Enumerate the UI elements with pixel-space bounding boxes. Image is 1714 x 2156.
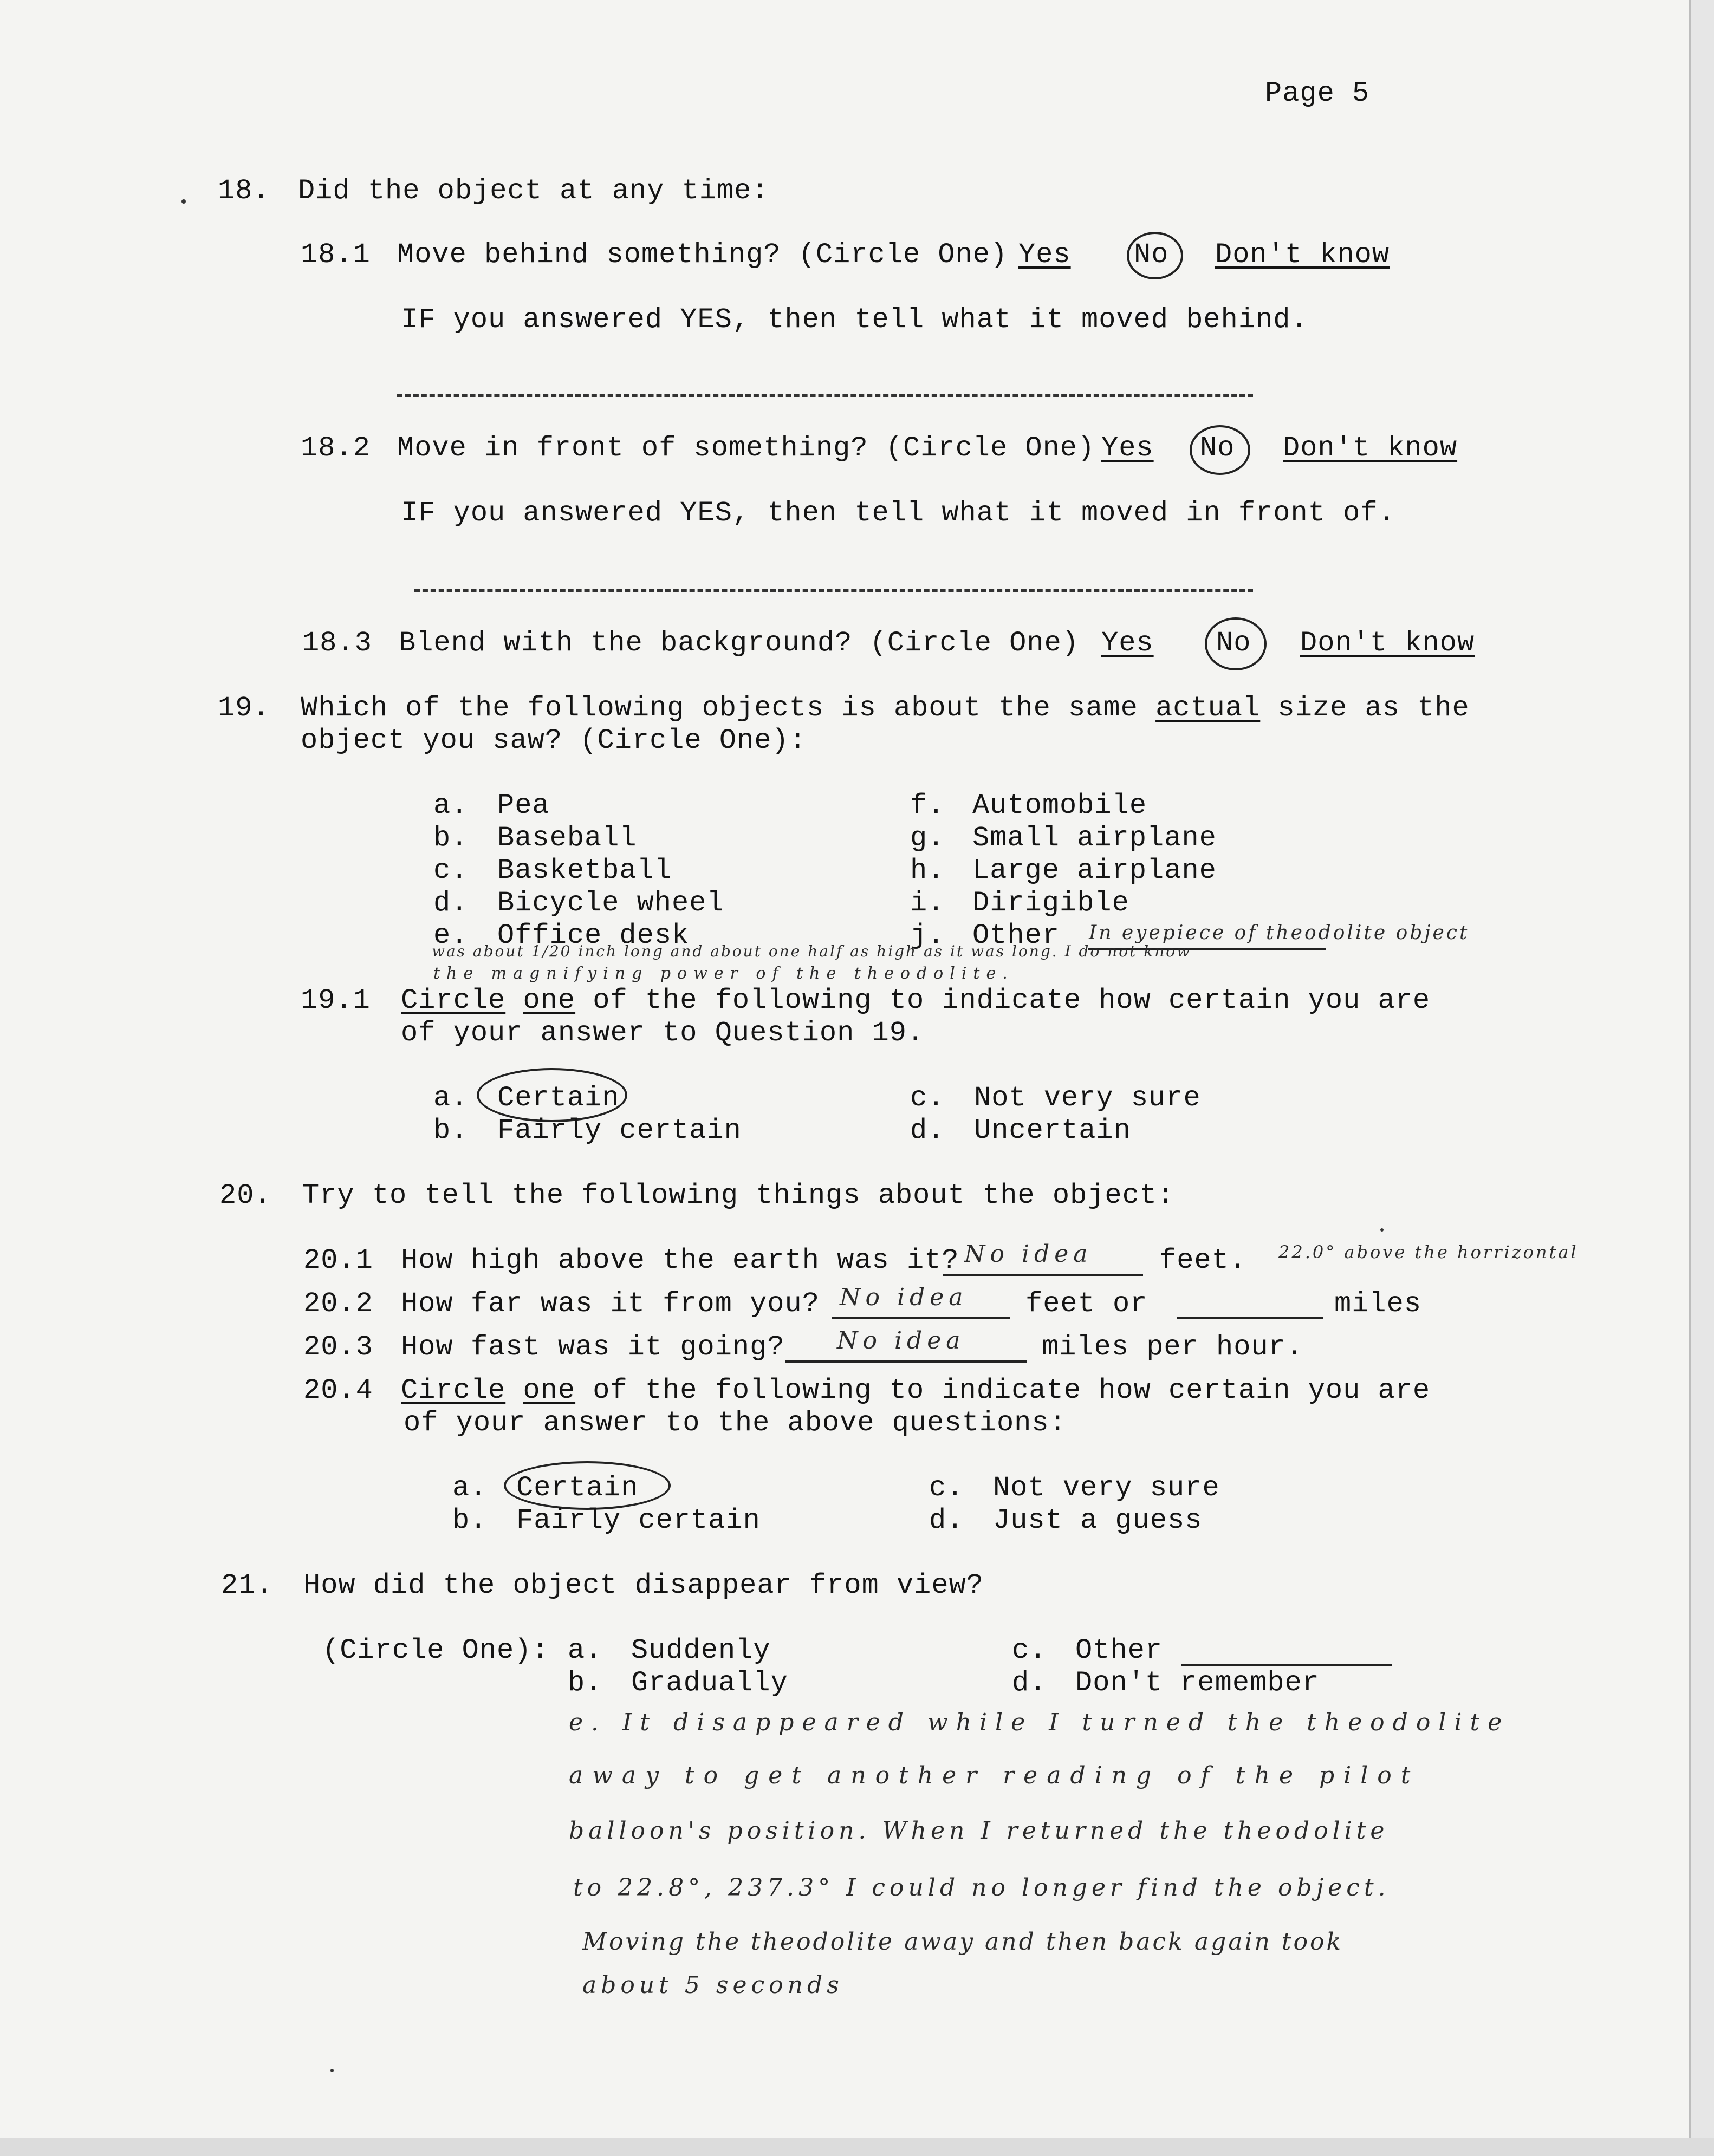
q21-handwritten-line6: about 5 seconds [582,1971,843,1999]
q21-option-c[interactable]: Other [1075,1634,1163,1666]
q18-2-text: Move in front of something? (Circle One) [397,432,1095,464]
q18-1-followup: IF you answered YES, then tell what it moved behind. [401,304,1308,336]
q20-4-text-line1 [401,1374,1430,1408]
q19-option-c[interactable]: Basketball [497,855,672,887]
q19-text-pre: Which of the following objects is about the same [301,692,1156,724]
q20-1-text: How high above the earth was it? [401,1245,959,1276]
q19-handwritten-line2: was about 1/20 inch long and about one half as high as it was long. I do not know [432,942,1192,960]
q20-3-number: 20.3 [303,1331,373,1363]
q19-1-number: 19.1 [301,985,371,1017]
q20-4-option-c-letter: c. [929,1472,964,1504]
q21-handwritten-line4: to 22.8°, 237.3° I could no longer find the object. [573,1874,1390,1901]
q18-1-text: Move behind something? (Circle One) [397,239,1008,271]
q21-text: How did the object disappear from view? [303,1569,984,1601]
q18-1-dont-know-option[interactable]: Don't know [1215,239,1390,271]
q18-3-no-answer-circle [1205,617,1267,670]
q21-circle-one: (Circle One): [322,1634,549,1666]
q20-4-option-b-letter: b. [452,1504,488,1536]
q19-option-g-letter: g. [910,822,945,854]
q21-number: 21. [221,1569,274,1601]
q20-4-certain-answer-circle [504,1461,671,1510]
q20-4-option-d-letter: d. [929,1504,964,1536]
q20-1-answer-line [943,1274,1143,1276]
q18-2-number: 18.2 [301,432,371,464]
q20-1-number: 20.1 [303,1245,373,1276]
q18-2-no-answer-circle [1190,425,1250,475]
q19-number: 19. [218,692,270,724]
q20-4-text-post: of the following to indicate how certain you are [575,1375,1431,1406]
stray-mark-3 [330,2069,334,2072]
q18-1-no-answer-circle [1127,232,1183,279]
q21-option-b-letter: b. [568,1667,603,1699]
q21-handwritten-line3: balloon's position. When I returned the theodolite [569,1817,1389,1845]
q18-2-answer-line[interactable] [414,589,1253,592]
stray-mark-2 [1380,1228,1384,1232]
q19-1-option-b[interactable]: Fairly certain [497,1115,742,1147]
q20-4-space [505,1375,523,1406]
q19-text-post: size as the [1260,692,1470,724]
q18-2-yes-option[interactable]: Yes [1101,432,1154,464]
q20-4-one-word: one [523,1375,576,1406]
q19-1-option-c-letter: c. [910,1082,945,1114]
q20-2-miles-line[interactable] [1177,1317,1323,1319]
q19-option-f[interactable]: Automobile [972,790,1147,822]
q21-handwritten-line5: Moving the theodolite away and then back again took [582,1928,1343,1956]
q20-text: Try to tell the following things about the object: [302,1180,1175,1211]
q18-3-yes-option[interactable]: Yes [1101,627,1154,659]
q19-option-e[interactable]: Office desk [497,920,690,952]
q20-4-option-c[interactable]: Not very sure [993,1472,1220,1504]
q20-2-text: How far was it from you? [401,1288,820,1320]
q19-1-option-a-letter: a. [433,1082,469,1114]
q18-1-answer-line[interactable] [397,394,1253,397]
q18-3-dont-know-option[interactable]: Don't know [1300,627,1475,659]
q19-1-space [505,985,523,1017]
q20-2-unit2: miles [1334,1288,1422,1320]
q19-1-option-b-letter: b. [433,1115,469,1147]
q19-option-j-letter: j. [910,920,945,952]
q20-4-number: 20.4 [303,1375,373,1406]
q19-1-option-d-letter: d. [910,1115,945,1147]
q20-1-answer[interactable]: No idea [964,1240,1093,1268]
q21-option-d[interactable]: Don't remember [1075,1667,1320,1699]
q21-option-b[interactable]: Gradually [631,1667,788,1699]
q21-handwritten-line2: away to get another reading of the pilot [569,1762,1420,1789]
q19-option-b[interactable]: Baseball [497,822,637,854]
q20-number: 20. [219,1180,272,1211]
q18-3-number: 18.3 [302,627,372,659]
q18-1-no-option[interactable]: No [1134,239,1169,271]
q20-3-answer-line [785,1360,1027,1363]
q19-option-i-letter: i. [910,887,945,919]
q19-option-a-letter: a. [433,790,469,822]
q20-2-unit1: feet or [1025,1288,1148,1320]
q19-1-option-d[interactable]: Uncertain [974,1115,1131,1147]
q19-option-i[interactable]: Dirigible [972,887,1129,919]
q19-option-h[interactable]: Large airplane [972,855,1217,887]
q20-4-option-a-letter: a. [452,1472,488,1504]
q20-3-answer[interactable]: No idea [837,1327,965,1354]
q18-1-number: 18.1 [301,239,371,271]
stray-mark [181,199,186,204]
q19-1-text-line1 [401,984,1430,1018]
q19-option-e-letter: e. [433,920,469,952]
q21-option-a[interactable]: Suddenly [631,1634,771,1666]
q18-number: 18. [218,175,270,207]
q19-option-d[interactable]: Bicycle wheel [497,887,724,919]
q19-text-line1 [301,692,1470,725]
q19-option-j[interactable]: Other [972,920,1060,952]
q19-text-actual: actual [1155,692,1261,724]
q19-1-one-word: one [523,985,576,1017]
page-number: Page 5 [1265,77,1370,109]
q21-handwritten-line1: e. It disappeared while I turned the theodolite [569,1709,1510,1736]
q20-4-option-a[interactable]: Certain [516,1472,639,1504]
q20-4-circle-word: Circle [401,1375,506,1406]
q20-4-option-d[interactable]: Just a guess [993,1504,1203,1536]
q19-option-d-letter: d. [433,887,469,919]
q18-2-dont-know-option[interactable]: Don't know [1283,432,1458,464]
q19-1-option-a[interactable]: Certain [497,1082,620,1114]
q21-option-c-letter: c. [1012,1634,1047,1666]
q21-option-a-letter: a. [568,1634,603,1666]
q19-option-g[interactable]: Small airplane [972,822,1217,854]
q19-text-line2: object you saw? (Circle One): [301,725,807,757]
q20-2-feet-line [832,1317,1010,1319]
q19-1-circle-word: Circle [401,985,506,1017]
q18-2-followup: IF you answered YES, then tell what it moved in front of. [401,497,1395,529]
page-edge-right [1689,0,1714,2156]
q20-4-option-b[interactable]: Fairly certain [516,1504,761,1536]
q19-1-text-post: of the following to indicate how certain you are [575,985,1431,1017]
q18-2-no-option[interactable]: No [1200,432,1235,464]
q19-1-text-line2: of your answer to Question 19. [401,1017,925,1049]
q20-2-answer[interactable]: No idea [840,1284,968,1311]
q19-option-c-letter: c. [433,855,469,887]
q19-1-option-c[interactable]: Not very sure [974,1082,1201,1114]
q19-option-f-letter: f. [910,790,945,822]
q18-text: Did the object at any time: [298,175,769,207]
q20-1-note: 22.0° above the horrizontal [1278,1242,1579,1262]
q18-3-text: Blend with the background? (Circle One) [399,627,1079,659]
q19-option-h-letter: h. [910,855,945,887]
q19-option-b-letter: b. [433,822,469,854]
q20-4-text-line2: of your answer to the above questions: [404,1407,1067,1439]
q19-option-a[interactable]: Pea [497,790,550,822]
q21-option-d-letter: d. [1012,1667,1047,1699]
q20-2-number: 20.2 [303,1288,373,1320]
q19-handwritten-line3: the magnifying power of the theodolite. [433,964,1014,983]
q20-1-unit: feet. [1159,1245,1247,1276]
q18-3-no-option[interactable]: No [1216,627,1251,659]
q18-1-yes-option[interactable]: Yes [1018,239,1071,271]
q20-3-unit: miles per hour. [1042,1331,1304,1363]
q21-other-line[interactable] [1181,1664,1392,1666]
page-edge-bottom [0,2138,1714,2156]
q20-3-text: How fast was it going? [401,1331,785,1363]
q19-other-handwritten: In eyepiece of theodolite object [1089,922,1470,944]
